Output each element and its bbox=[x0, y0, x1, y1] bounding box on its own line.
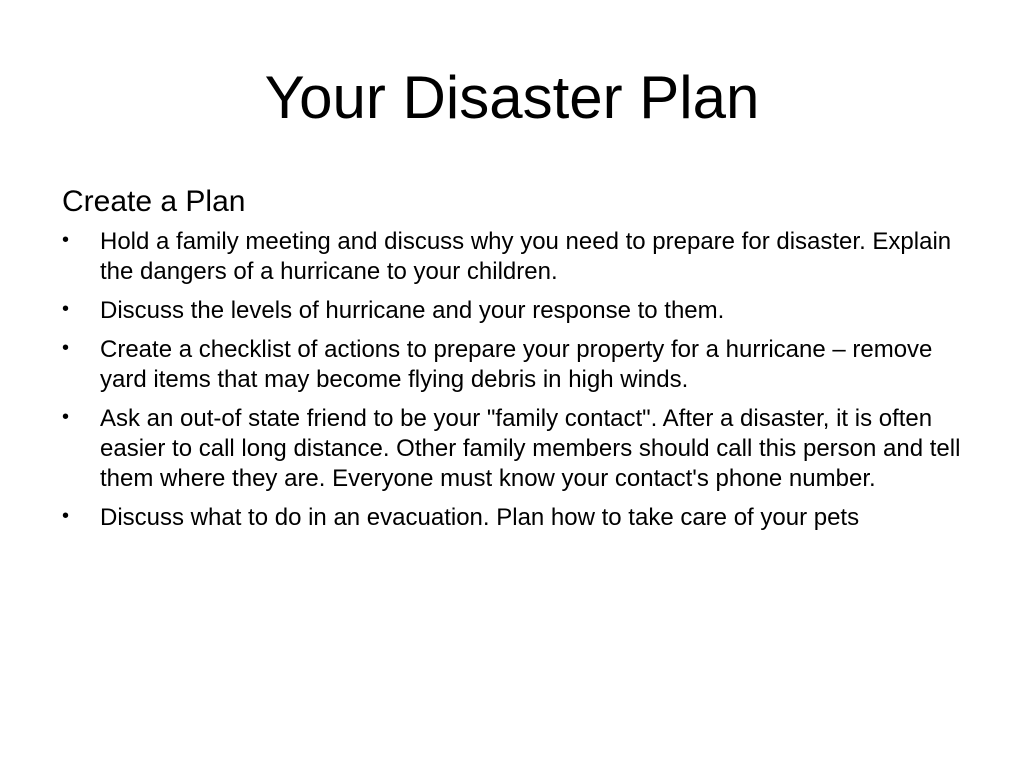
slide-title: Your Disaster Plan bbox=[264, 64, 760, 131]
bullet-item-evacuation bbox=[62, 503, 972, 533]
bullet-text: Ask an out-of state friend to be your "family contact". After a disaster, it is often easier to call long distance. Other family members should call this person and tell them where they are. Everyone must know your contact's phone number. bbox=[100, 405, 961, 492]
slide-content bbox=[62, 183, 972, 542]
bullet-list bbox=[62, 227, 972, 533]
bullet-icon: • bbox=[62, 406, 70, 428]
bullet-text: Discuss the levels of hurricane and your response to them. bbox=[100, 297, 725, 324]
bullet-icon: • bbox=[62, 229, 70, 251]
bullet-item-family-meeting bbox=[62, 227, 972, 287]
bullet-text: Create a checklist of actions to prepare your property for a hurricane – remove yard items that may become flying debris in high winds. bbox=[100, 336, 933, 393]
bullet-item-family-contact bbox=[62, 404, 972, 494]
bullet-icon: • bbox=[62, 298, 70, 320]
section-heading: Create a Plan bbox=[62, 185, 246, 218]
bullet-icon: • bbox=[62, 337, 70, 359]
bullet-item-checklist bbox=[62, 335, 972, 395]
bullet-icon: • bbox=[62, 505, 70, 527]
bullet-text: Hold a family meeting and discuss why you need to prepare for disaster. Explain the dangers of a hurricane to your children. bbox=[100, 228, 952, 285]
bullet-text: Discuss what to do in an evacuation. Plan how to take care of your pets bbox=[100, 504, 860, 531]
bullet-item-hurricane-levels bbox=[62, 296, 972, 326]
